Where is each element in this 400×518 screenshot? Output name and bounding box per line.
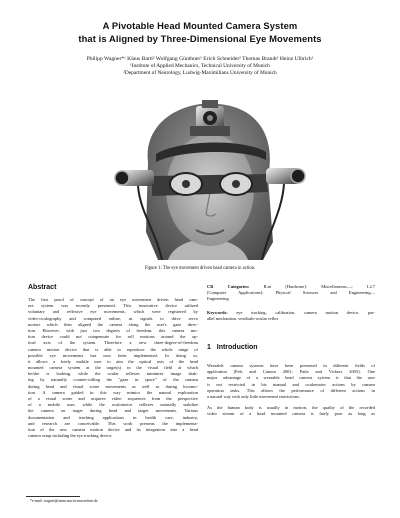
intro-line: a natural way with only little movement restrictions.	[207, 393, 300, 399]
head-camera-photo	[98, 92, 308, 260]
author-list: Philipp Wagner*¹ Klaus Bartl² Wolfgang Günthner¹ Erich Schneider² Thomas Brandt² Heinz Ulbrich¹	[86, 56, 314, 62]
introduction-heading	[207, 343, 258, 352]
cr-categories-label: CR Categories:	[207, 284, 250, 289]
abstract-line: tion. A camera guided in this way mimics the natural exploration	[28, 389, 198, 395]
abstract-line: and research are conceivable. This work presents the implementa-	[28, 420, 198, 426]
abstract-line: possible eye movements has now been implemented. In doing so,	[28, 352, 198, 358]
intro-line: Wearable camera systems have been presented in different fields of	[207, 363, 375, 368]
footnote-email: *e-mail: wagner@amm.mw.tu-muenchen.de	[30, 499, 98, 503]
introduction-paragraph-2	[207, 405, 375, 417]
keywords-label: Keywords:	[207, 310, 228, 315]
cr-categories-text: B.m [Hardware]: Miscellaneous—; I.2.7	[263, 284, 375, 289]
abstract-line: during head and visual scene movements as well as during locomo-	[28, 383, 198, 389]
intro-line: major advantage of a wearable head camera system is that the user	[207, 375, 375, 381]
intro-line: video stream of a head mounted camera is fairly poor as long as	[207, 411, 375, 417]
paper-title-line-2: that is Aligned by Three-Dimensional Eye Movements	[78, 33, 322, 44]
figure-caption: Figure 1: The eye movement driven head camera in action.	[144, 266, 256, 271]
abstract-line: documentation and teaching applications in health care, industry,	[28, 414, 198, 420]
abstract-line: tion device could not compensate for roll motions around the op-	[28, 334, 198, 340]
keywords	[207, 310, 375, 322]
keywords-text: eye tracking, calibration, camera motion device, par-	[236, 310, 375, 315]
cr-categories	[207, 284, 375, 303]
intro-line: is not restricted in his manual and oculomotor actions by camera	[207, 381, 375, 387]
intro-line: operation tasks. This allows the performance of different actions in	[207, 387, 375, 393]
abstract-line: it allows a freely mobile user to aim the optical axis of the head	[28, 358, 198, 364]
abstract-line: camera setup including the eye tracking device.	[28, 433, 113, 439]
abstract-line: era system was recently presented. This innovative device utilized	[28, 303, 198, 309]
abstract-line: the camera on target during head and target movements. Various	[28, 408, 198, 414]
figure-photo	[98, 92, 308, 260]
abstract-heading: Abstract	[28, 284, 57, 291]
abstract-line: camera motion device that is able to reproduce the whole range of	[28, 346, 198, 352]
abstract-line: tical axis of the system. Therefore a new three-degree-of-freedom	[28, 340, 198, 346]
section-number: 1	[207, 344, 211, 351]
abstract-line: of a mobile user, while the oculomotor reflexes naturally stabilize	[28, 402, 198, 408]
abstract-body	[28, 297, 198, 439]
abstract-line: tion. However, with just two degrees of freedom, this camera mo-	[28, 327, 198, 333]
abstract-line: ing by naturally counter-rolling the "gaze in space" of the camera	[28, 377, 198, 383]
section-title: Introduction	[216, 344, 258, 351]
footnote-rule	[26, 496, 80, 497]
abstract-line: of a visual scene and acquires video sequences from the perspective	[28, 396, 198, 401]
affiliation-2: ²Department of Neurology, Ludwig-Maximilians University of Munich	[123, 70, 277, 76]
intro-line: As the human body is usually in motion, the quality of the recorded	[207, 405, 375, 410]
introduction-paragraph-1	[207, 363, 375, 400]
cr-categories-line: Engineering	[207, 296, 229, 302]
abstract-line: mounted camera system at the target(s) in the visual field at which	[28, 365, 198, 371]
cr-categories-line: [Computer Applications]: Physical Sciences and Engineering—	[207, 290, 375, 296]
abstract-line: video-oculography and computed online, as signals to drive servo	[28, 315, 198, 321]
abstract-line: he/she is looking, while the ocular reflexes minimize image shak-	[28, 371, 198, 377]
abstract-line: The first proof of concept of an eye movement driven head cam-	[28, 297, 198, 302]
abstract-line: motors which then aligned the camera along the user's gaze direc-	[28, 321, 198, 327]
intro-line: application [Fels and Canosa 2001; Patla and Vickers 2003]. One	[207, 369, 375, 375]
keywords-line: allel mechanism, vestibulo-ocular reflex	[207, 316, 279, 322]
paper-title-line-1: A Pivotable Head Mounted Camera System	[102, 20, 298, 31]
abstract-line: tion of the new camera motion device and its integration into a head	[28, 426, 198, 432]
affiliation-1: ¹Institute of Applied Mechanics, Technical University of Munich	[130, 63, 270, 69]
abstract-line: voluntary and reflexive eye movements, which were registered by	[28, 309, 198, 315]
